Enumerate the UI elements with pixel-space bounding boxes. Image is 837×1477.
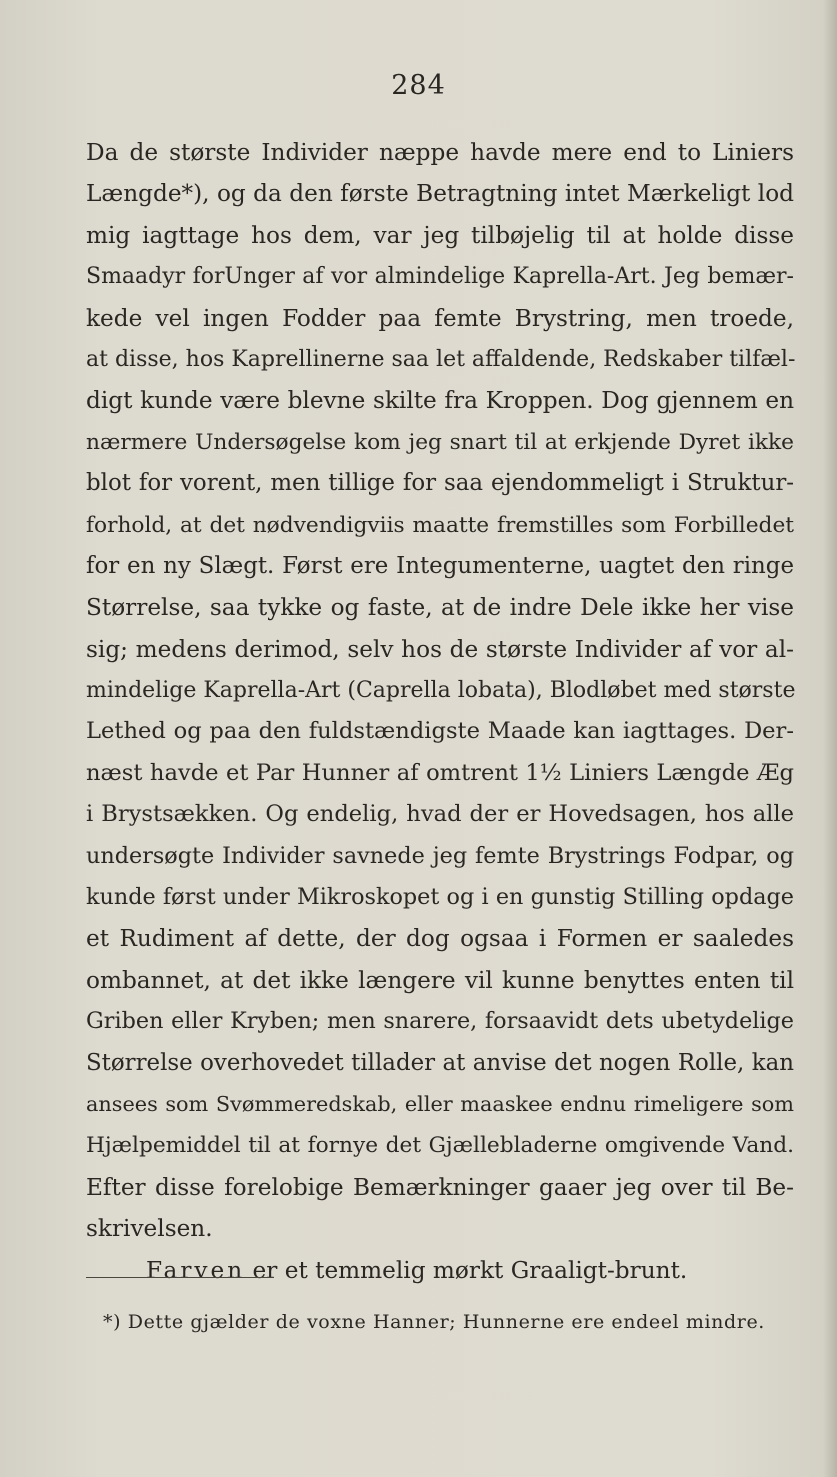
footnote: *) Dette gjælder de voxne Hanner; Hunnerne ere endeel mindre. (103, 1311, 765, 1333)
page-edge-shadow (823, 0, 837, 1477)
text-line: for en ny Slægt. Først ere Integumenterne, uagtet den ringe (86, 552, 794, 579)
farve-label: Farven (146, 1256, 246, 1284)
text-line: Størrelse, saa tykke og faste, at de indre Dele ikke her vise (86, 594, 794, 622)
footnote-rule (86, 1277, 274, 1278)
text-line: næst havde et Par Hunner af omtrent 1½ Liniers Længde Æg (86, 759, 794, 786)
farve-paragraph (86, 1250, 794, 1291)
text-line: Lethed og paa den fuldstændigste Maade kan iagttages. Der- (86, 718, 794, 745)
text-line: Griben eller Kryben; men snarere, forsaavidt dets ubetydelige (86, 1008, 794, 1035)
text-line: Størrelse overhovedet tillader at anvise det nogen Rolle, kan (86, 1049, 794, 1076)
text-line: kunde først under Mikroskopet og i en gunstig Stilling opdage (86, 884, 794, 911)
text-line: skrivelsen. (86, 1215, 213, 1243)
text-line: Hjælpemiddel til at fornye det Gjællebladerne omgivende Vand. (86, 1133, 794, 1159)
body-text (86, 132, 794, 1291)
text-line: i Brystsækken. Og endelig, hvad der er Hovedsagen, hos alle (86, 801, 794, 828)
text-line: mindelige Kaprella-Art (Caprella lobata), Blodløbet med største (86, 678, 796, 704)
text-line: blot for vorent, men tillige for saa ejendommeligt i Struktur- (86, 470, 794, 497)
text-line: ombannet, at det ikke længere vil kunne benyttes enten til (86, 966, 794, 994)
text-line: sig; medens derimod, selv hos de største Individer af vor al- (86, 635, 794, 663)
text-line: digt kunde være blevne skilte fra Kroppen. Dog gjennem en (86, 387, 794, 415)
text-line: nærmere Undersøgelse kom jeg snart til at erkjende Dyret ikke (86, 429, 794, 455)
text-line: kede vel ingen Fodder paa femte Brystring, men troede, (86, 304, 794, 332)
text-line: Smaadyr forUnger af vor almindelige Kaprella-Art. Jeg bemær- (86, 264, 794, 290)
text-line: Da de største Individer næppe havde mere end to Liniers (86, 139, 794, 166)
farve-text: er et temmelig mørkt Graaligt-brunt. (245, 1256, 688, 1284)
text-line: et Rudiment af dette, der dog ogsaa i Formen er saaledes (86, 925, 794, 953)
text-line: Længde*), og da den første Betragtning intet Mærkeligt lod (86, 180, 794, 208)
page-number: 284 (391, 70, 446, 101)
text-line: mig iagttage hos dem, var jeg tilbøjelig til at holde disse (86, 221, 794, 249)
text-line: ansees som Svømmeredskab, eller maaskee endnu rimeligere som (86, 1091, 794, 1116)
text-line: Efter disse forelobige Bemærkninger gaaer jeg over til Be- (86, 1173, 794, 1201)
text-line: forhold, at det nødvendigviis maatte fremstilles som Forbilledet (86, 512, 794, 538)
text-line: undersøgte Individer savnede jeg femte Brystrings Fodpar, og (86, 842, 794, 869)
text-line: at disse, hos Kaprellinerne saa let affaldende, Redskaber tilfæl- (86, 346, 796, 372)
